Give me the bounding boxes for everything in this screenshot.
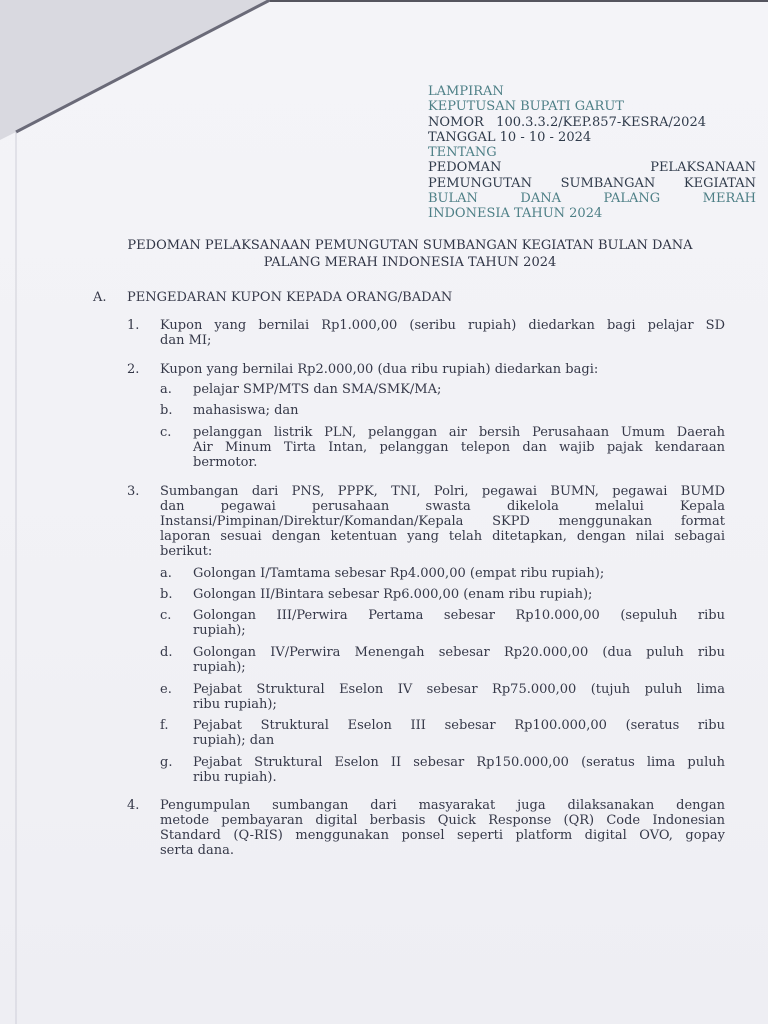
item-3e-text: [193, 682, 725, 712]
sub-item-line: Air Minum Tirta Intan, pelanggan telepon dan wajib pajak kendaraan: [193, 440, 725, 455]
sub-item-line: Pejabat Struktural Eselon IV sebesar Rp75.000,00 (tujuh puluh lima: [193, 682, 725, 697]
item-2c-letter: c.: [160, 425, 172, 440]
sub-item-line: mahasiswa; dan: [193, 403, 299, 418]
header-line-nomor: NOMOR 100.3.3.2/KEP.857-KESRA/2024: [428, 114, 706, 130]
section-a-heading: PENGEDARAN KUPON KEPADA ORANG/BADAN: [127, 290, 453, 305]
item-2c-text: [193, 425, 725, 470]
item-4-number: 4.: [127, 798, 140, 813]
item-3f-text: [193, 718, 725, 748]
section-a-marker: A.: [93, 290, 107, 305]
item-3a-letter: a.: [160, 566, 172, 581]
item-2b-text: [193, 403, 725, 418]
item-1-text: [160, 318, 725, 348]
item-3d-text: [193, 645, 725, 675]
item-1-line: dan MI;: [160, 333, 212, 348]
item-3-line: laporan sesuai dengan ketentuan yang telah ditetapkan, dengan nilai sebagai: [160, 529, 725, 544]
item-3a-text: [193, 566, 725, 581]
document-title: [100, 237, 720, 271]
sub-item-line: bermotor.: [193, 455, 258, 470]
item-4-line: metode pembayaran digital berbasis Quick Response (QR) Code Indonesian: [160, 813, 725, 828]
attachment-header: [428, 84, 756, 222]
header-line-keputusan: KEPUTUSAN BUPATI GARUT: [428, 99, 624, 115]
item-2-number: 2.: [127, 362, 140, 377]
item-3c-letter: c.: [160, 608, 172, 623]
sub-item-line: Golongan IV/Perwira Menengah sebesar Rp20.000,00 (dua puluh ribu: [193, 645, 725, 660]
item-3-line: dan pegawai perusahaan swasta dikelola melalui Kepala: [160, 499, 725, 514]
sub-item-line: Pejabat Struktural Eselon III sebesar Rp100.000,00 (seratus ribu: [193, 718, 725, 733]
item-3g-text: [193, 755, 725, 785]
sub-item-line: rupiah); dan: [193, 733, 275, 748]
item-3-text: [160, 484, 725, 559]
sub-item-line: rupiah);: [193, 623, 246, 638]
item-3-line: Instansi/Pimpinan/Direktur/Komandan/Kepala SKPD menggunakan format: [160, 514, 725, 529]
sub-item-line: Golongan I/Tamtama sebesar Rp4.000,00 (empat ribu rupiah);: [193, 566, 605, 581]
sub-item-line: ribu rupiah).: [193, 770, 277, 785]
item-3b-letter: b.: [160, 587, 173, 602]
item-2-line: Kupon yang bernilai Rp2.000,00 (dua ribu rupiah) diedarkan bagi:: [160, 362, 599, 377]
item-2a-letter: a.: [160, 382, 172, 397]
sub-item-line: pelajar SMP/MTS dan SMA/SMK/MA;: [193, 382, 442, 397]
header-line-tentang: TENTANG: [428, 145, 497, 161]
sub-item-line: Pejabat Struktural Eselon II sebesar Rp150.000,00 (seratus lima puluh: [193, 755, 725, 770]
sub-item-line: rupiah);: [193, 660, 246, 675]
item-3c-text: [193, 608, 725, 638]
item-4-text: [160, 798, 725, 858]
item-3-line: berikut:: [160, 544, 213, 559]
item-3d-letter: d.: [160, 645, 173, 660]
sub-item-line: pelanggan listrik PLN, pelanggan air bersih Perusahaan Umum Daerah: [193, 425, 725, 440]
sub-item-line: Golongan II/Bintara sebesar Rp6.000,00 (enam ribu rupiah);: [193, 587, 593, 602]
item-4-line: Pengumpulan sumbangan dari masyarakat juga dilaksanakan dengan: [160, 798, 725, 813]
item-3b-text: [193, 587, 725, 602]
title-line-1: PEDOMAN PELAKSANAAN PEMUNGUTAN SUMBANGAN KEGIATAN BULAN DANA: [127, 238, 693, 253]
item-2b-letter: b.: [160, 403, 173, 418]
sub-item-line: Golongan III/Perwira Pertama sebesar Rp10.000,00 (sepuluh ribu: [193, 608, 725, 623]
header-line-indonesia: INDONESIA TAHUN 2024: [428, 206, 603, 222]
header-line-pemungutan: PEMUNGUTAN SUMBANGAN KEGIATAN: [428, 175, 756, 191]
item-3g-letter: g.: [160, 755, 173, 770]
sub-item-line: ribu rupiah);: [193, 697, 277, 712]
header-line-pedoman: PEDOMAN PELAKSANAAN: [428, 160, 756, 176]
header-line-lampiran: LAMPIRAN: [428, 84, 504, 99]
item-3e-letter: e.: [160, 682, 172, 697]
item-4-line: Standard (Q-RIS) menggunakan ponsel seperti platform digital OVO, gopay: [160, 828, 725, 843]
item-2a-text: [193, 382, 725, 397]
item-3f-letter: f.: [160, 718, 169, 733]
item-1-line: Kupon yang bernilai Rp1.000,00 (seribu rupiah) diedarkan bagi pelajar SD: [160, 318, 725, 333]
item-3-line: Sumbangan dari PNS, PPPK, TNI, Polri, pegawai BUMN, pegawai BUMD: [160, 484, 725, 499]
title-line-2: PALANG MERAH INDONESIA TAHUN 2024: [263, 255, 557, 270]
item-2-text: [160, 362, 725, 377]
item-3-number: 3.: [127, 484, 140, 499]
header-line-tanggal: TANGGAL 10 - 10 - 2024: [428, 129, 592, 145]
item-4-line: serta dana.: [160, 843, 235, 858]
item-1-number: 1.: [127, 318, 140, 333]
header-line-bulan-dana: BULAN DANA PALANG MERAH: [428, 191, 756, 207]
